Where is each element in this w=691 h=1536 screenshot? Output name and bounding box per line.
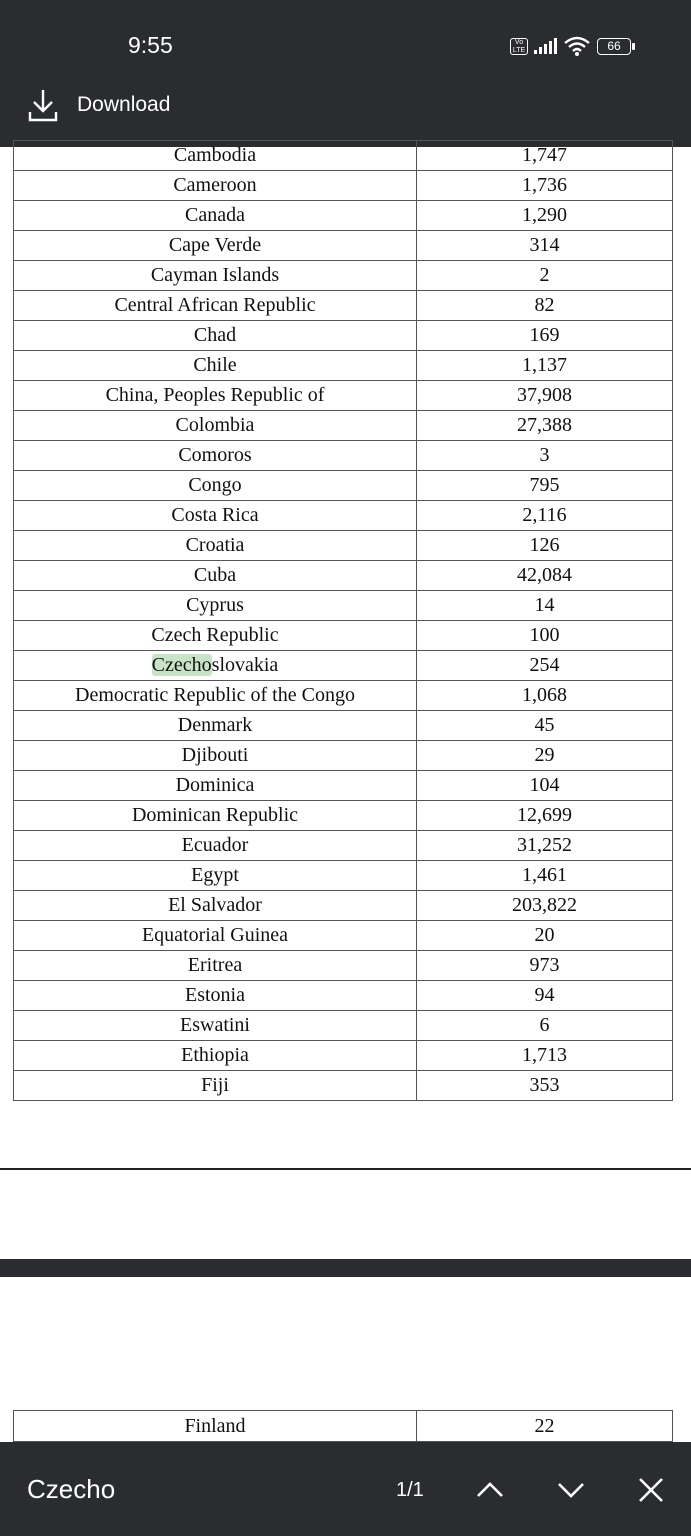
table-row [14,1071,673,1101]
table-row [14,411,673,441]
table-row [14,621,673,651]
chevron-up-icon [475,1480,505,1500]
value-cell: 100 [417,621,673,651]
table-row [14,261,673,291]
value-cell: 2,116 [417,501,673,531]
country-cell: Denmark [14,711,417,741]
download-label: Download [77,93,171,116]
value-cell: 20 [417,921,673,951]
value-cell: 45 [417,711,673,741]
table-row [14,141,673,171]
value-cell: 314 [417,231,673,261]
country-cell: Costa Rica [14,501,417,531]
value-cell: 6 [417,1011,673,1041]
value-cell: 203,822 [417,891,673,921]
battery-icon: 66 [597,38,631,55]
table-row [14,831,673,861]
country-cell: El Salvador [14,891,417,921]
value-cell: 795 [417,471,673,501]
value-cell: 94 [417,981,673,1011]
country-cell: Chile [14,351,417,381]
value-cell: 12,699 [417,801,673,831]
find-input[interactable]: Czecho [27,1474,116,1504]
value-cell: 169 [417,321,673,351]
value-cell: 42,084 [417,561,673,591]
chevron-down-icon [556,1480,586,1500]
country-cell: Congo [14,471,417,501]
country-cell: Democratic Republic of the Congo [14,681,417,711]
country-table [13,140,673,1101]
table-row [14,441,673,471]
signal-icon [534,38,557,54]
table-row [14,741,673,771]
top-app-bar [0,0,691,147]
table-row [14,651,673,681]
country-cell: Colombia [14,411,417,441]
country-cell: Cambodia [14,141,417,171]
find-next-button[interactable] [551,1470,591,1510]
value-cell: 1,736 [417,171,673,201]
value-cell: 973 [417,951,673,981]
country-cell [14,651,417,681]
table-row [14,171,673,201]
value-cell: 1,290 [417,201,673,231]
country-cell: Cyprus [14,591,417,621]
country-cell: Czech Republic [14,621,417,651]
table-row [14,501,673,531]
table-row [14,1041,673,1071]
value-cell: 31,252 [417,831,673,861]
country-cell: Cameroon [14,171,417,201]
find-match-count: 1/1 [396,1479,424,1501]
value-cell: 254 [417,651,673,681]
page-gap [0,1259,691,1277]
download-button[interactable] [27,88,170,122]
download-icon [27,88,59,122]
country-cell: China, Peoples Republic of [14,381,417,411]
find-close-button[interactable] [631,1470,671,1510]
value-cell: 29 [417,741,673,771]
value-cell: 104 [417,771,673,801]
page-divider [0,1168,691,1170]
table-row [14,1011,673,1041]
value-cell: 82 [417,291,673,321]
country-cell: Chad [14,321,417,351]
table-row [14,351,673,381]
table-row [14,231,673,261]
value-cell: 353 [417,1071,673,1101]
value-cell: 126 [417,531,673,561]
value-cell: 1,713 [417,1041,673,1071]
country-cell: Cayman Islands [14,261,417,291]
table-row [14,861,673,891]
country-cell: Finland [14,1411,417,1442]
table-row [14,891,673,921]
table-row [14,1411,673,1442]
search-highlight: Czecho [151,654,212,676]
country-table-next-page [13,1410,673,1442]
country-cell: Dominican Republic [14,801,417,831]
table-row [14,531,673,561]
volte-icon: Vo LTE [510,38,528,55]
find-bar [0,1442,691,1536]
close-icon [637,1476,665,1504]
country-cell: Estonia [14,981,417,1011]
table-row [14,291,673,321]
country-cell: Central African Republic [14,291,417,321]
table-row [14,681,673,711]
country-cell: Ecuador [14,831,417,861]
country-cell: Cuba [14,561,417,591]
table-row [14,321,673,351]
table-row [14,951,673,981]
table-row [14,471,673,501]
country-cell: Dominica [14,771,417,801]
table-row [14,771,673,801]
country-cell: Egypt [14,861,417,891]
value-cell: 22 [417,1411,673,1442]
country-cell: Croatia [14,531,417,561]
country-cell: Fiji [14,1071,417,1101]
table-row [14,381,673,411]
value-cell: 1,137 [417,351,673,381]
table-row [14,561,673,591]
find-previous-button[interactable] [470,1470,510,1510]
country-cell: Comoros [14,441,417,471]
table-row [14,801,673,831]
country-cell: Cape Verde [14,231,417,261]
table-row [14,591,673,621]
status-icons [510,36,631,56]
table-row [14,921,673,951]
status-time: 9:55 [128,32,173,58]
table-row [14,981,673,1011]
country-text-rest: slovakia [211,654,279,676]
value-cell: 2 [417,261,673,291]
country-cell: Canada [14,201,417,231]
wifi-icon [563,36,591,56]
country-cell: Equatorial Guinea [14,921,417,951]
value-cell: 1,747 [417,141,673,171]
value-cell: 3 [417,441,673,471]
table-row [14,711,673,741]
value-cell: 14 [417,591,673,621]
value-cell: 37,908 [417,381,673,411]
country-cell: Djibouti [14,741,417,771]
value-cell: 1,461 [417,861,673,891]
country-cell: Eswatini [14,1011,417,1041]
value-cell: 1,068 [417,681,673,711]
country-cell: Eritrea [14,951,417,981]
country-cell: Ethiopia [14,1041,417,1071]
value-cell: 27,388 [417,411,673,441]
table-row [14,201,673,231]
